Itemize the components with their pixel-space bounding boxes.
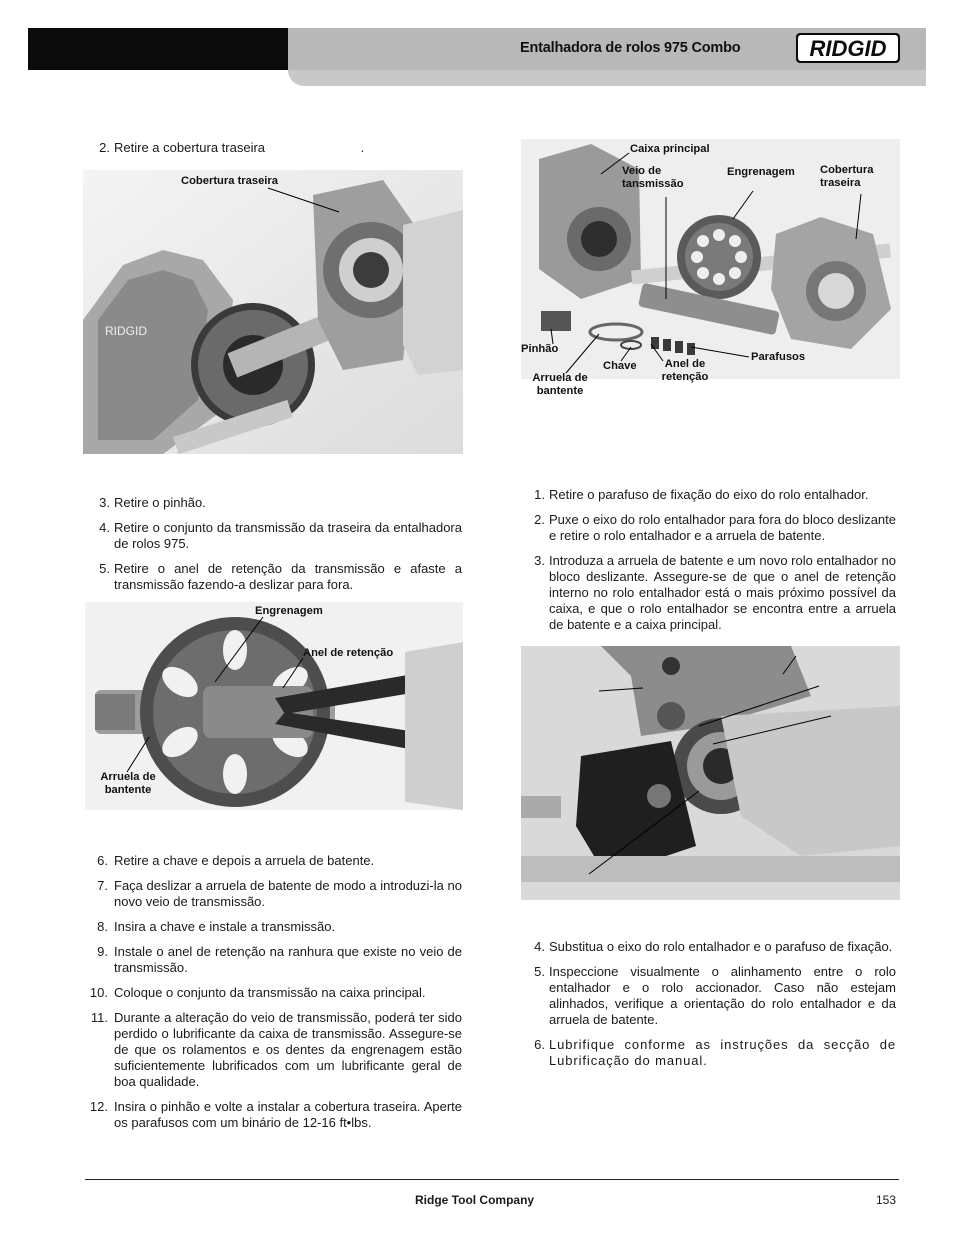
label-caixa-principal: Caixa principal (630, 143, 710, 155)
step-item (85, 1010, 462, 1090)
figure-exploded-parts (521, 139, 900, 379)
step-text: Faça deslizar a arruela de batente de modo a introduzi-la no novo veio de transmissão. (114, 878, 462, 909)
step-number: 8. (97, 919, 108, 934)
step-number: 12. (89, 1099, 108, 1114)
step-item (85, 985, 462, 1001)
step-item (85, 1099, 462, 1131)
figure-gear-retaining-ring (85, 602, 463, 810)
step-trailing-period: . (360, 140, 365, 155)
step-text: Coloque o conjunto da transmissão na caixa principal. (114, 985, 426, 1000)
step-text: Retire o anel de retenção da transmissão e afaste a transmissão fazendo-a deslizar para fora. (114, 561, 462, 592)
label-engrenagem: Engrenagem (727, 166, 795, 178)
header-black-bar (28, 28, 290, 70)
label-line: Arruela de (532, 372, 588, 384)
label-line: traseira (820, 177, 861, 189)
step-number: 1. (534, 487, 545, 502)
step-text: Puxe o eixo do rolo entalhador para fora do bloco deslizante e retire o rolo entalhador e a arruela de batente. (549, 512, 896, 543)
step-number: 3. (99, 495, 110, 510)
step-number: 7. (97, 878, 108, 893)
label-line: Veio de (622, 165, 662, 177)
step-number: 2. (534, 512, 545, 527)
step-text: Lubrifique conforme as instruções da secção de Lubrificação do manual. (549, 1037, 896, 1068)
step-number: 5. (534, 964, 545, 979)
step-number: 4. (99, 520, 110, 535)
step-text: Insira o pinhão e volte a instalar a cobertura traseira. Aperte os parafusos com um binário de 12-16 ft•lbs. (114, 1099, 462, 1130)
photo-groove-roll (521, 646, 900, 900)
label-line: bantente (536, 385, 584, 397)
label-arruela-bantente (93, 771, 163, 797)
label-line: Cobertura (820, 164, 874, 176)
logo-text: RIDGID (809, 36, 887, 61)
step-number: 9. (97, 944, 108, 959)
step-text: Retire a cobertura traseira (114, 140, 266, 155)
step-number: 4. (534, 939, 545, 954)
step-number: 10. (89, 985, 108, 1000)
step-item (85, 878, 462, 910)
step-item (85, 944, 462, 976)
step-text: Retire a chave e depois a arruela de batente. (114, 853, 375, 868)
step-number: 11. (90, 1010, 108, 1025)
step-number: 2. (99, 140, 110, 155)
label-cobertura-traseira (820, 164, 873, 190)
label-engrenagem: Engrenagem (255, 605, 323, 617)
right-steps-a (530, 487, 896, 642)
step-item (85, 853, 462, 869)
label-chave: Chave (603, 360, 637, 372)
step-text: Substitua o eixo do rolo entalhador e o parafuso de fixação. (549, 939, 893, 954)
label-cobertura-traseira: Cobertura traseira (181, 175, 278, 187)
step-text: Introduza a arruela de batente e um novo rolo entalhador no bloco deslizante. Assegure-se de que o anel de retenção interno no rolo entalhador está o mais próximo possível da caixa, e que o rolo entalhador se encontra entre a arruela de batente e a caixa principal. (549, 553, 896, 632)
label-pinhao: Pinhão (521, 343, 559, 355)
step-number: 6. (97, 853, 108, 868)
step-item (95, 495, 462, 511)
label-parafusos: Parafusos (751, 351, 806, 363)
figure-rear-cover-removal (83, 170, 463, 454)
header-underbar (288, 70, 926, 86)
step-text: Retire o conjunto da transmissão da traseira da entalhadora de rolos 975. (114, 520, 462, 551)
page-number: 153 (876, 1193, 897, 1207)
footer-rule (85, 1179, 899, 1180)
step-item (530, 512, 896, 544)
left-steps-b (85, 853, 462, 1140)
step-number: 3. (534, 553, 545, 568)
step-item (530, 553, 896, 633)
step-text: Retire o pinhão. (114, 495, 206, 510)
label-line: bantente (104, 784, 152, 796)
left-intro-step (95, 140, 465, 165)
step-item (95, 140, 465, 156)
label-line: retenção (661, 371, 709, 383)
step-item (530, 1037, 896, 1069)
footer-company: Ridge Tool Company (415, 1193, 535, 1207)
photo-rear-cover (83, 170, 463, 454)
step-text: Inspeccione visualmente o alinhamento entre o rolo entalhador e o rolo accionador. Caso não estejam alinhados, verifique a orientação do rolo entalhador e da arruela de batente. (549, 964, 896, 1027)
step-number: 6. (534, 1037, 545, 1052)
label-line: Anel de (664, 358, 706, 370)
step-item (95, 561, 462, 593)
figure-groove-roll-replacement (521, 646, 900, 900)
step-item (85, 919, 462, 935)
label-line: tansmissão (622, 178, 684, 190)
label-anel-retencao (650, 358, 720, 384)
step-text: Retire o parafuso de fixação do eixo do rolo entalhador. (549, 487, 869, 502)
step-item (530, 964, 896, 1028)
step-text: Insira a chave e instale a transmissão. (114, 919, 336, 934)
label-arruela-bantente (525, 372, 595, 398)
svg-text:RIDGID: RIDGID (105, 324, 147, 338)
header-title: Entalhadora de rolos 975 Combo (520, 40, 741, 56)
step-item (95, 520, 462, 552)
right-steps-b (530, 939, 896, 1078)
step-text: Instale o anel de retenção na ranhura que existe no veio de transmissão. (114, 944, 462, 975)
left-steps-a (95, 495, 462, 602)
step-item (530, 487, 896, 503)
step-text: Durante a alteração do veio de transmissão, poderá ter sido perdido o lubrificante da caixa de transmissão. Assegure-se de que os rolamentos e os dentes da engrenagem estão suficientemente lubrificados com um lubrificante geral de boa qualidade. (114, 1010, 462, 1089)
label-anel-retencao: Anel de retenção (303, 647, 394, 659)
step-number: 5. (99, 561, 110, 576)
label-line: Arruela de (100, 771, 156, 783)
label-veio-transmissao (622, 165, 684, 191)
step-item (530, 939, 896, 955)
ridgid-logo (796, 33, 900, 63)
